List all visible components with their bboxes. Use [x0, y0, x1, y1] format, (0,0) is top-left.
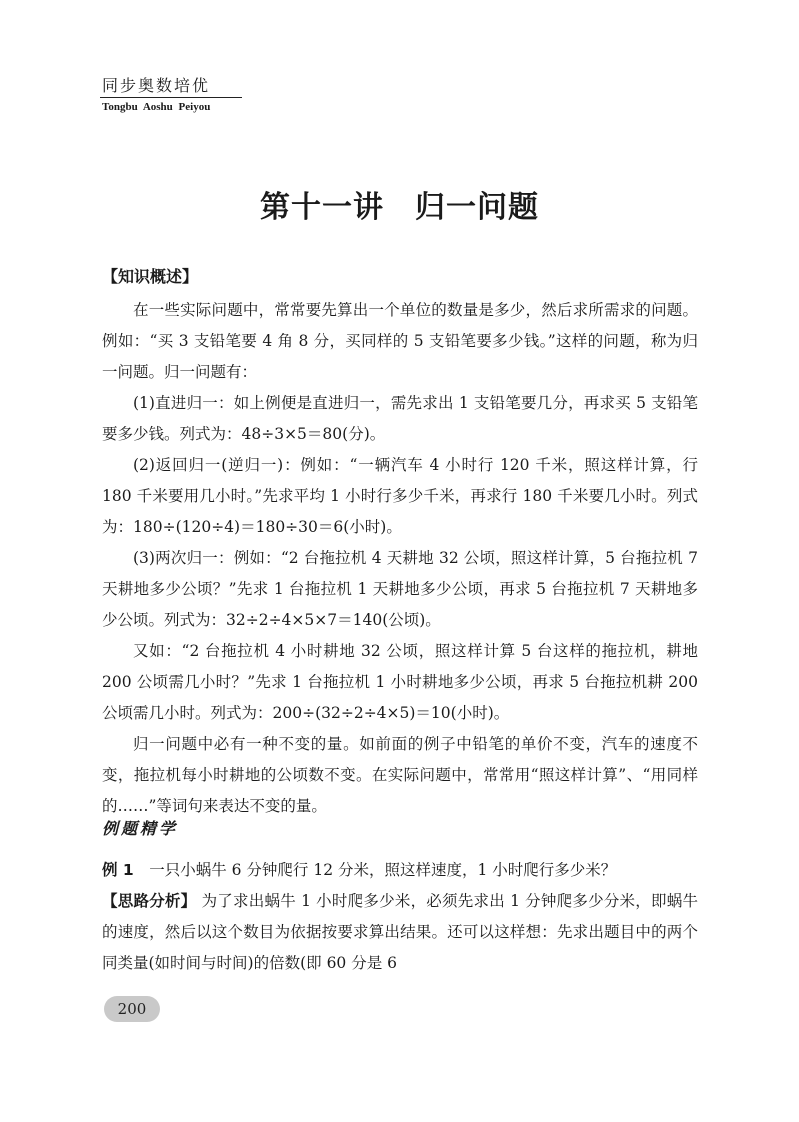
running-header-cn: 同步奥数培优: [102, 76, 211, 95]
knowledge-paragraph: (3)两次归一：例如：“2 台拖拉机 4 天耕地 32 公顷，照这样计算，5 台拖拉机 7 天耕地多少公顷？”先求 1 台拖拉机 1 天耕地多少公顷，再求 5 台拖拉机 7 天耕地多少公顷。列式为：32÷2÷4×5×7＝140(公顷)。: [102, 549, 698, 629]
knowledge-paragraph: 又如：“2 台拖拉机 4 小时耕地 32 公顷，照这样计算 5 台这样的拖拉机，耕地 200 公顷需几小时？”先求 1 台拖拉机 1 小时耕地多少公顷，再求 5 台拖拉机耕 200 公顷需几小时。列式为：200÷(32÷2÷4×5)＝10(小时)。: [102, 642, 698, 722]
knowledge-paragraph: (2)返回归一(逆归一)：例如：“一辆汽车 4 小时行 120 千米，照这样计算，行 180 千米要用几小时。”先求平均 1 小时行多少千米，再求行 180 千米要几小时。列式为：180÷(120÷4)＝180÷30＝6(小时)。: [102, 456, 698, 536]
lecture-title: 第十一讲 归一问题: [260, 190, 539, 225]
examples-heading: 例题精学: [102, 819, 179, 838]
knowledge-heading: 【知识概述】: [102, 267, 199, 286]
analysis-label: 【思路分析】: [102, 892, 197, 910]
example-1-analysis: [102, 886, 698, 979]
running-header-en: Tongbu Aoshu Peiyou: [102, 101, 211, 113]
knowledge-body: [102, 295, 698, 822]
example-1-question: [102, 855, 698, 886]
example-1-block: [102, 855, 698, 979]
header-rule: [100, 97, 242, 98]
example-1-text: 一只小蜗牛 6 分钟爬行 12 分米，照这样速度，1 小时爬行多少米？: [149, 861, 617, 879]
analysis-text: 为了求出蜗牛 1 小时爬多少米，必须先求出 1 分钟爬多少分米，即蜗牛的速度，然后以这个数目为依据按要求算出结果。还可以这样想：先求出题目中的两个同类量(如时间与时间)的倍数(即 60 分是 6: [102, 892, 698, 972]
page-number: 200: [104, 996, 160, 1022]
knowledge-paragraph: (1)直进归一：如上例便是直进归一，需先求出 1 支铅笔要几分，再求买 5 支铅笔要多少钱。列式为：48÷3×5＝80(分)。: [102, 394, 698, 443]
example-1-label: 例 1: [102, 861, 134, 879]
knowledge-paragraph: 归一问题中必有一种不变的量。如前面的例子中铅笔的单价不变，汽车的速度不变，拖拉机每小时耕地的公顷数不变。在实际问题中，常常用“照这样计算”、“用同样的……”等词句来表达不变的量。: [102, 735, 698, 815]
knowledge-paragraph: 在一些实际问题中，常常要先算出一个单位的数量是多少，然后求所需求的问题。例如：“买 3 支铅笔要 4 角 8 分，买同样的 5 支铅笔要多少钱。”这样的问题，称为归一问题。归一问题有：: [102, 301, 698, 381]
